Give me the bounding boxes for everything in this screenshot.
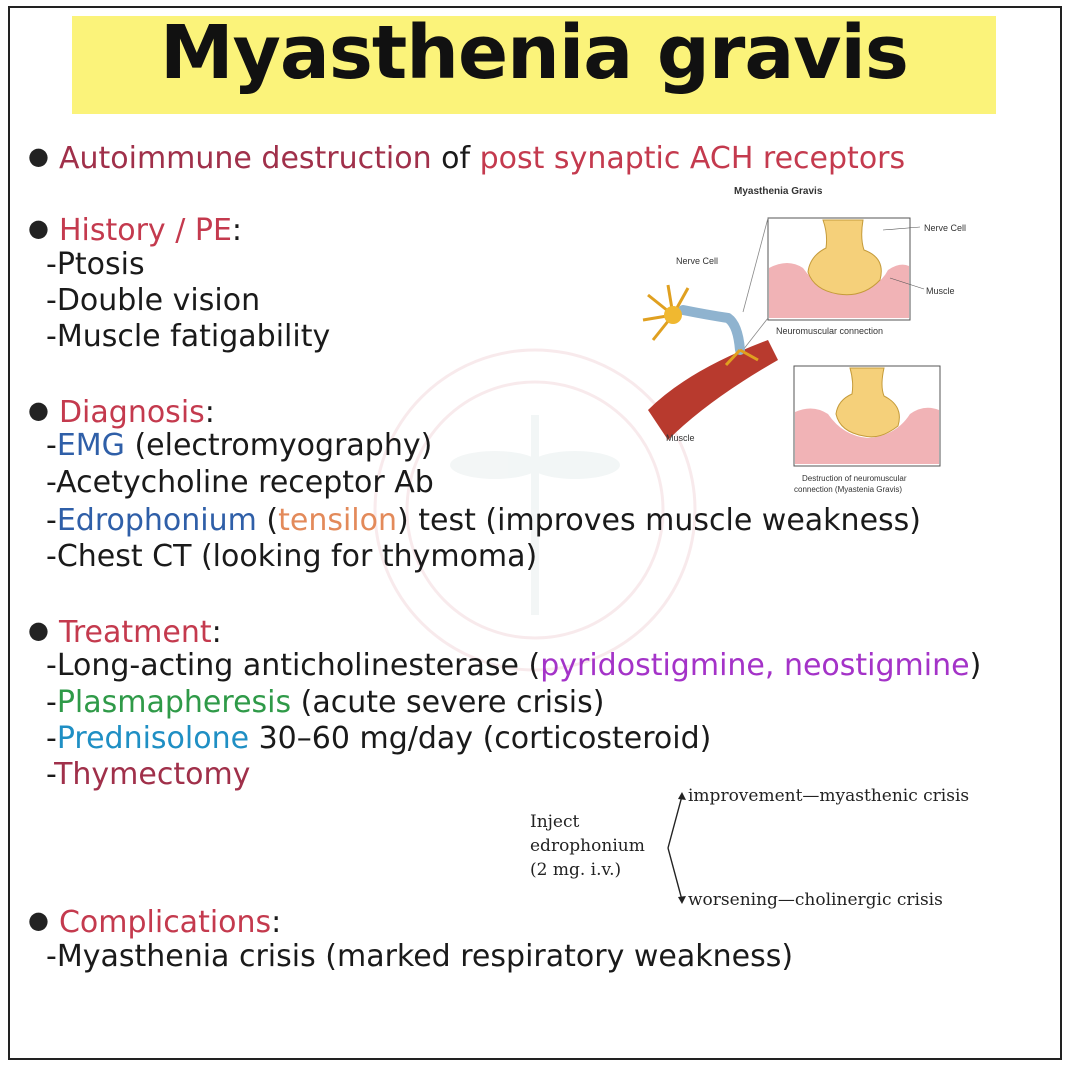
treatment-item-thymectomy: -Thymectomy	[46, 757, 251, 792]
treatment-heading: ● Treatment:	[28, 615, 222, 650]
label-nerve-cell-left: Nerve Cell	[676, 256, 719, 266]
flow-inject-line2: edrophonium	[530, 836, 645, 856]
history-heading: ● History / PE:	[28, 213, 243, 248]
history-item: -Ptosis	[46, 247, 145, 282]
diagnosis-item-ab: -Acetycholine receptor Ab	[46, 465, 434, 500]
label-neuromuscular: Neuromuscular connection	[776, 326, 884, 336]
diagnosis-heading: ● Diagnosis:	[28, 395, 215, 430]
label-muscle-left: Muscle	[666, 433, 695, 443]
arrow-up-line	[668, 796, 682, 848]
history-item: -Double vision	[46, 283, 261, 318]
summary-line: ● Autoimmune destruction of post synaptic ACH receptors	[28, 141, 906, 176]
treatment-item-prednisolone: -Prednisolone 30–60 mg/day (corticosteroid)	[46, 721, 712, 756]
treatment-item-plasmapheresis: -Plasmapheresis (acute severe crisis)	[46, 685, 605, 720]
bullet-icon: ●	[28, 906, 49, 934]
flow-worsening: worsening—cholinergic crisis	[688, 890, 943, 910]
diagnosis-item-ct: -Chest CT (looking for thymoma)	[46, 539, 538, 574]
pointer-line	[743, 218, 768, 312]
bullet-icon: ●	[28, 396, 49, 424]
label-destruction-1: Destruction of neuromuscular	[802, 474, 907, 483]
page-title: Myasthenia gravis	[160, 10, 908, 96]
flow-inject-line3: (2 mg. i.v.)	[530, 860, 622, 880]
label-destruction-2: connection (Myastenia Gravis)	[794, 485, 903, 494]
bullet-icon: ●	[28, 214, 49, 242]
nmj-illustration	[628, 200, 988, 500]
diagnosis-item-emg: -EMG (electromyography)	[46, 428, 433, 463]
history-item: -Muscle fatigability	[46, 319, 331, 354]
bullet-icon: ●	[28, 142, 49, 170]
nerve-cell-nucleus	[664, 306, 682, 324]
arrow-up-head-icon	[678, 792, 686, 800]
flow-improvement: improvement—myasthenic crisis	[688, 786, 970, 806]
label-muscle-right: Muscle	[926, 286, 955, 296]
diagnosis-item-edrophonium: -Edrophonium (tensilon) test (improves muscle weakness)	[46, 503, 921, 538]
label-nerve-cell-right: Nerve Cell	[924, 223, 967, 233]
axon	[683, 310, 740, 350]
muscle-fiber	[648, 340, 778, 440]
figure-title: Myasthenia Gravis	[734, 186, 823, 197]
treatment-item-anticholinesterase: -Long-acting anticholinesterase (pyridostigmine, neostigmine)	[46, 648, 982, 683]
complications-item: -Myasthenia crisis (marked respiratory weakness)	[46, 939, 794, 974]
arrow-down-head-icon	[678, 896, 686, 904]
complications-heading: ● Complications:	[28, 905, 282, 940]
bullet-icon: ●	[28, 616, 49, 644]
flow-inject-line1: Inject	[530, 812, 580, 832]
arrow-down-line	[668, 848, 682, 900]
